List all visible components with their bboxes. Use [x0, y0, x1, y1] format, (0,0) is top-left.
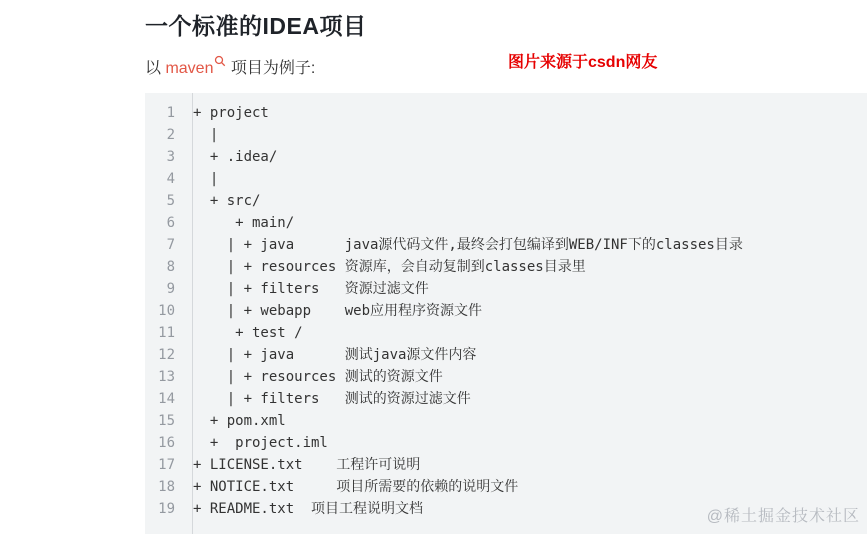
line-content: | + filters 资源过滤文件 [193, 281, 429, 297]
line-number: 2 [166, 127, 175, 143]
code-line [145, 322, 867, 344]
line-number: 5 [166, 193, 175, 209]
line-content: | + filters 测试的资源过滤文件 [193, 391, 471, 407]
line-number: 4 [166, 171, 175, 187]
line-number: 9 [166, 281, 175, 297]
code-line [145, 212, 867, 234]
code-line [145, 476, 867, 498]
line-number: 1 [166, 105, 175, 121]
line-number: 3 [166, 149, 175, 165]
line-content: | + java java源代码文件,最终会打包编译到WEB/INF下的classes目录 [193, 237, 743, 253]
line-number: 10 [158, 303, 175, 319]
line-content: | + resources 资源库，会自动复制到classes目录里 [193, 259, 586, 275]
code-lines [145, 102, 867, 520]
code-line [145, 146, 867, 168]
line-content: + LICENSE.txt 工程许可说明 [193, 457, 421, 473]
line-number: 7 [166, 237, 175, 253]
intro-suffix: 项目为例子: [226, 60, 316, 77]
line-content: | [193, 171, 219, 187]
line-content: | + resources 测试的资源文件 [193, 369, 443, 385]
maven-link[interactable]: maven [165, 60, 214, 77]
line-number: 14 [158, 391, 175, 407]
watermark: @稀土掘金技术社区 [706, 508, 860, 525]
code-line [145, 454, 867, 476]
line-content: + src/ [193, 193, 261, 209]
line-content: + test / [193, 325, 303, 341]
line-number: 12 [158, 347, 175, 363]
line-content: | + webapp web应用程序资源文件 [193, 303, 483, 319]
line-number: 11 [158, 325, 175, 341]
page-title: 一个标准的IDEA项目 [145, 13, 367, 39]
code-line [145, 124, 867, 146]
line-number: 6 [166, 215, 175, 231]
code-line [145, 256, 867, 278]
line-number: 17 [158, 457, 175, 473]
line-content: + main/ [193, 215, 295, 231]
line-content: + NOTICE.txt 项目所需要的依赖的说明文件 [193, 479, 519, 495]
code-line [145, 102, 867, 124]
intro-prefix: 以 [145, 60, 166, 77]
line-content: | [193, 127, 219, 143]
line-number: 18 [158, 479, 175, 495]
code-line [145, 432, 867, 454]
line-content: + .idea/ [193, 149, 278, 165]
line-content: + project [193, 105, 269, 121]
code-line [145, 300, 867, 322]
line-content: + README.txt 项目工程说明文档 [193, 501, 424, 517]
code-line [145, 190, 867, 212]
line-number: 16 [158, 435, 175, 451]
intro-paragraph [145, 54, 315, 78]
line-content: + pom.xml [193, 413, 286, 429]
source-annotation: 图片来源于csdn网友 [508, 54, 658, 71]
line-content: + project.iml [193, 435, 328, 451]
line-number: 8 [166, 259, 175, 275]
code-line [145, 388, 867, 410]
line-number: 19 [158, 501, 175, 517]
code-line [145, 366, 867, 388]
search-icon[interactable] [214, 54, 226, 72]
code-block [145, 93, 867, 534]
line-number: 13 [158, 369, 175, 385]
gutter-divider [192, 93, 193, 534]
code-line [145, 168, 867, 190]
code-line [145, 234, 867, 256]
line-content: | + java 测试java源文件内容 [193, 347, 477, 363]
code-line [145, 344, 867, 366]
code-line [145, 278, 867, 300]
code-line [145, 410, 867, 432]
line-number: 15 [158, 413, 175, 429]
